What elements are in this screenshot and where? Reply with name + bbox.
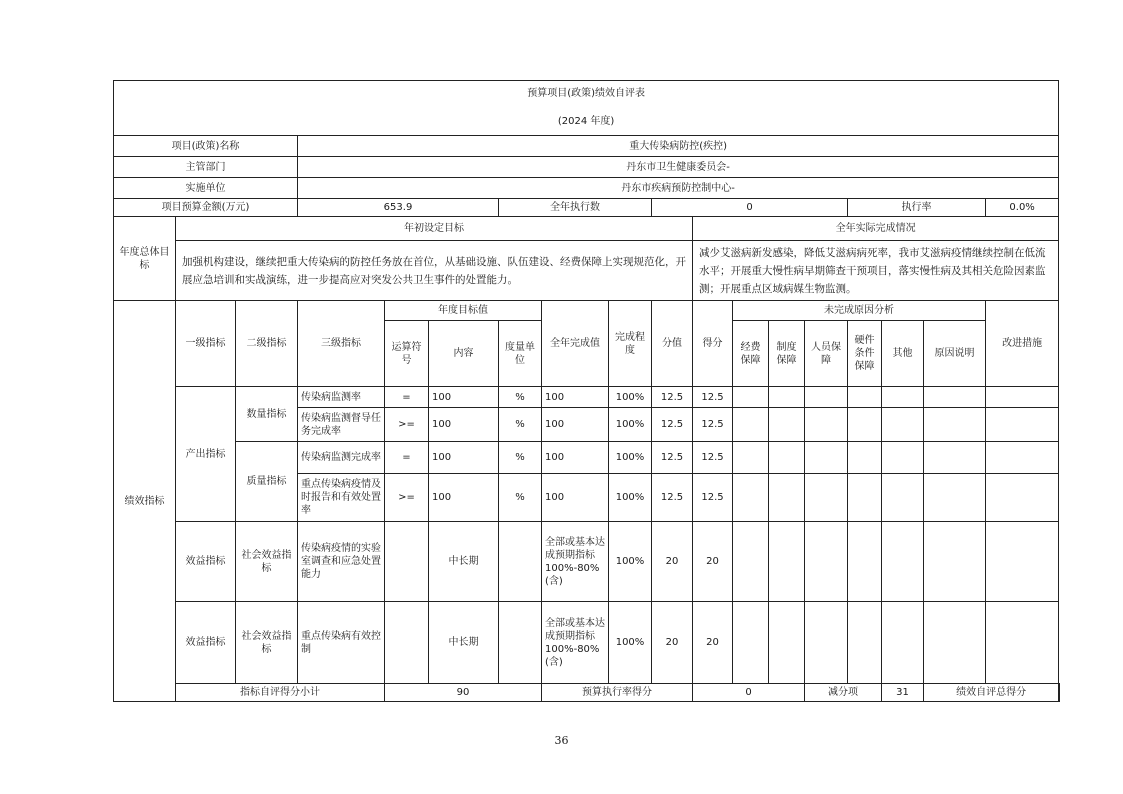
row-empty <box>848 602 882 684</box>
row-op <box>385 602 429 684</box>
row-empty <box>924 522 986 602</box>
row-op: = <box>385 442 429 474</box>
header-level3: 三级指标 <box>298 301 385 387</box>
row-name: 传染病监测督导任务完成率 <box>298 408 385 442</box>
row-empty <box>986 474 1059 522</box>
unit-value: 丹东市疾病预防控制中心- <box>298 178 1059 199</box>
row-score: 12.5 <box>693 474 733 522</box>
row-empty <box>848 387 882 408</box>
benefit-indicator-label: 效益指标 <box>176 522 236 602</box>
header-reason-other: 其他 <box>882 321 924 387</box>
header-content: 内容 <box>429 321 499 387</box>
row-value: 20 <box>652 522 693 602</box>
row-unit: % <box>499 442 542 474</box>
header-score-value: 分值 <box>652 301 693 387</box>
row-empty <box>805 442 848 474</box>
row-unit: % <box>499 387 542 408</box>
row-empty <box>733 408 769 442</box>
row-content: 中长期 <box>429 602 499 684</box>
footer-row <box>114 684 1060 702</box>
actual-goal-text: 减少艾滋病新发感染，降低艾滋病病死率，我市艾滋病疫情继续控制在低流水平；开展重大慢性病早期筛查干预项目，落实慢性病及其相关危险因素监测；开展重点区域病媒生物监测。 <box>693 241 1059 301</box>
row-score: 20 <box>693 602 733 684</box>
row-content: 100 <box>429 387 499 408</box>
dept-value: 丹东市卫生健康委员会- <box>298 157 1059 178</box>
row-empty <box>882 408 924 442</box>
row-value: 12.5 <box>652 442 693 474</box>
project-name-label: 项目(政策)名称 <box>114 136 298 157</box>
row-empty <box>805 408 848 442</box>
total-score-value <box>1059 684 1060 702</box>
budget-label: 项目预算金额(万元) <box>114 199 298 217</box>
exec-label: 全年执行数 <box>499 199 652 217</box>
row-empty <box>769 442 805 474</box>
unit-label: 实施单位 <box>114 178 298 199</box>
row-degree: 100% <box>609 602 652 684</box>
row-empty <box>986 387 1059 408</box>
row-empty <box>848 522 882 602</box>
row-content: 100 <box>429 442 499 474</box>
subtotal-label: 指标自评得分小计 <box>176 684 385 702</box>
row-unit <box>499 522 542 602</box>
rate-value: 0.0% <box>986 199 1059 217</box>
row-op: >= <box>385 474 429 522</box>
self-evaluation-form <box>113 80 1060 702</box>
row-value: 12.5 <box>652 387 693 408</box>
annual-goal-label: 年度总体目标 <box>114 217 176 301</box>
budget-value: 653.9 <box>298 199 499 217</box>
row-unit: % <box>499 408 542 442</box>
row-empty <box>986 522 1059 602</box>
row-empty <box>924 474 986 522</box>
social-indicator-label: 社会效益指标 <box>236 522 298 602</box>
benefit-indicator-label: 效益指标 <box>176 602 236 684</box>
row-op <box>385 522 429 602</box>
plan-goal-text: 加强机构建设，继续把重大传染病的防控任务放在首位，从基础设施、队伍建设、经费保障上实现规范化，开展应急培训和实战演练，进一步提高应对突发公共卫生事件的处置能力。 <box>176 241 693 301</box>
row-empty <box>882 474 924 522</box>
social-indicator-label: 社会效益指标 <box>236 602 298 684</box>
header-reason-staff: 人员保障 <box>805 321 848 387</box>
row-actual: 100 <box>542 442 609 474</box>
row-score: 12.5 <box>693 387 733 408</box>
row-empty <box>848 442 882 474</box>
header-level2: 二级指标 <box>236 301 298 387</box>
deduct-value: 31 <box>882 684 924 702</box>
row-empty <box>882 387 924 408</box>
budget-score-value: 0 <box>693 684 805 702</box>
row-name: 重点传染病疫情及时报告和有效处置率 <box>298 474 385 522</box>
quantity-indicator-label: 数量指标 <box>236 387 298 442</box>
row-empty <box>769 522 805 602</box>
row-name: 传染病监测率 <box>298 387 385 408</box>
header-reason-system: 制度保障 <box>769 321 805 387</box>
row-value: 12.5 <box>652 474 693 522</box>
row-empty <box>805 474 848 522</box>
row-empty <box>924 442 986 474</box>
total-score-label: 绩效自评总得分 <box>924 684 1059 702</box>
form-year: (2024 年度) <box>557 116 615 127</box>
row-unit: % <box>499 474 542 522</box>
row-empty <box>805 387 848 408</box>
row-empty <box>986 408 1059 442</box>
header-operator: 运算符号 <box>385 321 429 387</box>
table-row <box>114 522 1060 602</box>
row-empty <box>805 602 848 684</box>
row-empty <box>882 442 924 474</box>
row-empty <box>769 387 805 408</box>
row-empty <box>986 602 1059 684</box>
row-degree: 100% <box>609 442 652 474</box>
row-actual: 100 <box>542 387 609 408</box>
actual-goal-header: 全年实际完成情况 <box>693 217 1059 241</box>
header-score: 得分 <box>693 301 733 387</box>
row-empty <box>733 522 769 602</box>
row-unit <box>499 602 542 684</box>
row-empty <box>733 442 769 474</box>
deduct-label: 减分项 <box>805 684 882 702</box>
evaluation-table <box>113 80 1060 702</box>
row-degree: 100% <box>609 522 652 602</box>
row-score: 12.5 <box>693 442 733 474</box>
row-degree: 100% <box>609 387 652 408</box>
row-empty <box>924 408 986 442</box>
row-name: 传染病监测完成率 <box>298 442 385 474</box>
output-indicator-label: 产出指标 <box>176 387 236 522</box>
row-empty <box>733 474 769 522</box>
row-name: 传染病疫情的实验室调查和应急处置能力 <box>298 522 385 602</box>
row-actual: 100 <box>542 474 609 522</box>
header-level1: 一级指标 <box>176 301 236 387</box>
row-name: 重点传染病有效控制 <box>298 602 385 684</box>
exec-value: 0 <box>652 199 848 217</box>
table-row <box>114 442 1060 474</box>
row-value: 20 <box>652 602 693 684</box>
header-reason-fund: 经费保障 <box>733 321 769 387</box>
header-reason-desc: 原因说明 <box>924 321 986 387</box>
row-op: >= <box>385 408 429 442</box>
row-empty <box>882 522 924 602</box>
row-score: 20 <box>693 522 733 602</box>
table-row <box>114 602 1060 684</box>
row-degree: 100% <box>609 408 652 442</box>
header-actual: 全年完成值 <box>542 301 609 387</box>
row-actual: 100 <box>542 408 609 442</box>
quality-indicator-label: 质量指标 <box>236 442 298 522</box>
indicators-section-label: 绩效指标 <box>114 301 176 702</box>
budget-score-label: 预算执行率得分 <box>542 684 693 702</box>
row-empty <box>769 602 805 684</box>
row-empty <box>769 408 805 442</box>
row-content: 中长期 <box>429 522 499 602</box>
row-empty <box>848 408 882 442</box>
row-content: 100 <box>429 408 499 442</box>
rate-label: 执行率 <box>848 199 986 217</box>
header-improve: 改进措施 <box>986 301 1059 387</box>
row-empty <box>733 387 769 408</box>
header-annual-target: 年度目标值 <box>385 301 542 321</box>
row-empty <box>848 474 882 522</box>
row-empty <box>733 602 769 684</box>
page-number: 36 <box>554 734 569 747</box>
row-empty <box>769 474 805 522</box>
subtotal-value: 90 <box>385 684 542 702</box>
row-empty <box>882 602 924 684</box>
row-content: 100 <box>429 474 499 522</box>
header-reason: 未完成原因分析 <box>733 301 986 321</box>
row-actual: 全部或基本达成预期指标100%-80%(含) <box>542 602 609 684</box>
row-empty <box>805 522 848 602</box>
header-reason-hardware: 硬件条件保障 <box>848 321 882 387</box>
row-actual: 全部或基本达成预期指标100%-80%(含) <box>542 522 609 602</box>
row-value: 12.5 <box>652 408 693 442</box>
form-title: 预算项目(政策)绩效自评表 <box>527 88 646 99</box>
row-empty <box>924 602 986 684</box>
form-title-block <box>114 81 1059 136</box>
row-empty <box>924 387 986 408</box>
dept-label: 主管部门 <box>114 157 298 178</box>
row-degree: 100% <box>609 474 652 522</box>
project-name-value: 重大传染病防控(疾控) <box>298 136 1059 157</box>
row-empty <box>986 442 1059 474</box>
plan-goal-header: 年初设定目标 <box>176 217 693 241</box>
header-unit: 度量单位 <box>499 321 542 387</box>
row-score: 12.5 <box>693 408 733 442</box>
table-row <box>114 387 1060 408</box>
header-degree: 完成程度 <box>609 301 652 387</box>
row-op: = <box>385 387 429 408</box>
